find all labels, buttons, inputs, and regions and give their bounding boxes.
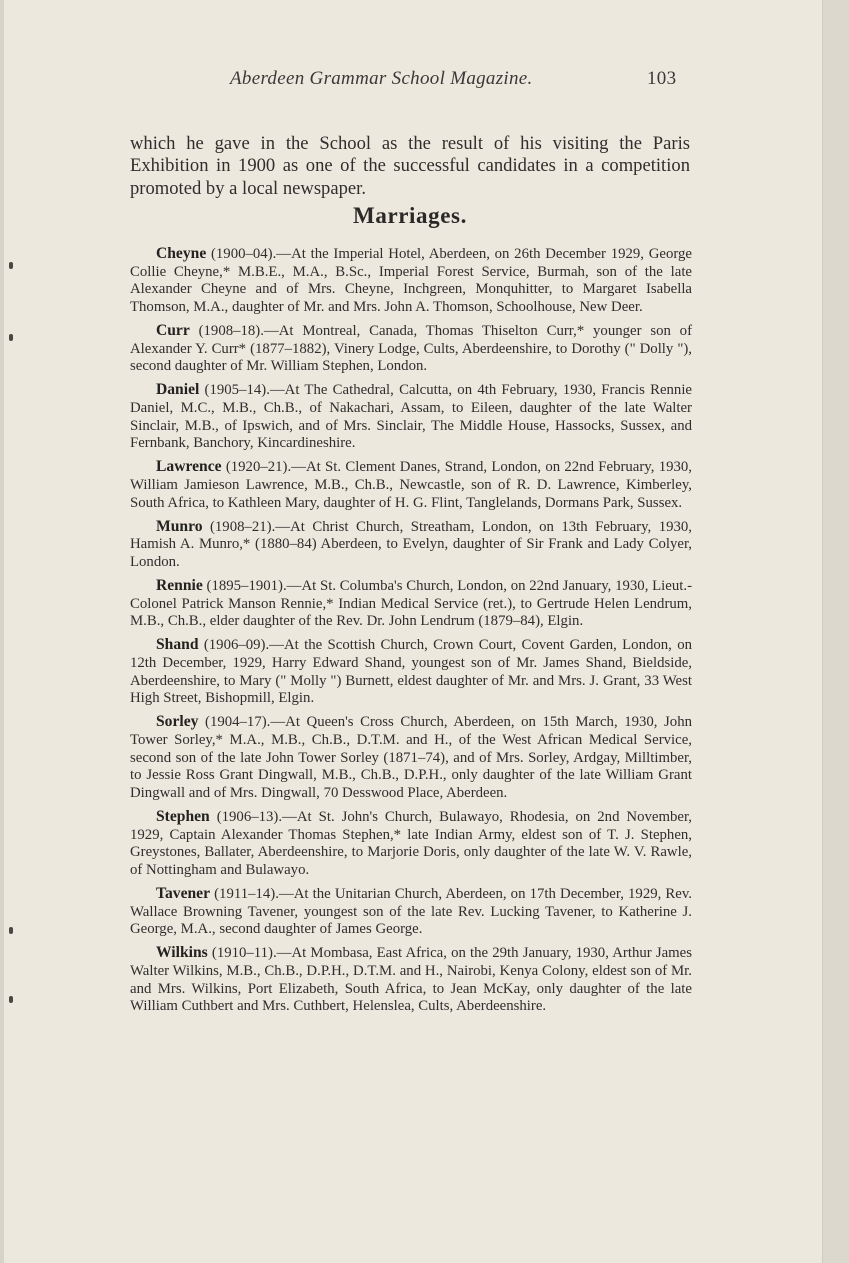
entry-text: (1895–1901).—At St. Columba's Church, London, on 22nd January, 1930, Lieut.-Colonel Patrick Manson Rennie,* Indian Medical Service (ret.), to Gertrude Helen Lendrum, M.B., Ch.B., elder daughter of the Rev. Dr. John Lendrum (1879–84), Elgin. bbox=[130, 578, 692, 630]
entry-text: (1904–17).—At Queen's Cross Church, Aberdeen, on 15th March, 1930, John Tower Sorley,* M.A., M.B., Ch.B., D.T.M. and H., of the West African Medical Service, second son of the late John Tower Sorley (1871–74), and of Mrs. Sorley, Ardgay, Milltimber, to Jessie Ross Grant Dingwall, M.B., Ch.B., D.P.H., only daughter of the late William Grant Dingwall and of Mrs. Dingwall, 70 Desswood Place, Aberdeen. bbox=[130, 714, 692, 801]
marriage-entry-shand bbox=[130, 636, 692, 707]
marriage-entry-munro bbox=[130, 518, 692, 572]
margin-bullet-mark bbox=[9, 927, 13, 934]
marriage-entry-rennie bbox=[130, 577, 692, 631]
entry-surname: Cheyne bbox=[156, 245, 207, 262]
entry-surname: Shand bbox=[156, 636, 199, 654]
entry-surname: Wilkins bbox=[156, 944, 208, 962]
margin-bullet-mark bbox=[9, 262, 13, 269]
marriage-entry-tavener bbox=[130, 885, 692, 939]
entry-surname: Lawrence bbox=[156, 458, 222, 476]
entry-surname: Munro bbox=[156, 517, 203, 535]
entry-surname: Curr bbox=[156, 321, 190, 339]
entry-surname: Sorley bbox=[156, 713, 199, 731]
entry-text: (1911–14).—At the Unitarian Church, Aberdeen, on 17th December, 1929, Rev. Wallace Browning Tavener, youngest son of the late Rev. Lucking Tavener, to Katherine J. George, M.A., second daughter of James George. bbox=[130, 885, 692, 938]
marriage-entry-curr bbox=[130, 322, 692, 376]
page-gutter-left bbox=[0, 0, 4, 1263]
marriage-entry-wilkins bbox=[130, 944, 692, 1015]
entry-surname: Rennie bbox=[156, 577, 203, 595]
entry-text: (1900–04).—At the Imperial Hotel, Aberdeen, on 26th December 1929, George Collie Cheyne,* M.B.E., M.A., B.Sc., Imperial Forest Service, Burmah, son of the late Alexander Cheyne and of Mrs. Cheyne, Inchgreen, Monquhitter, to Margaret Isabella Thomson, M.A., daughter of Mr. and Mrs. John A. Thomson, Schoolhouse, New Deer. bbox=[130, 246, 692, 315]
page-edge-right bbox=[822, 0, 849, 1263]
marriage-entry-lawrence bbox=[130, 458, 692, 512]
section-title: Marriages. bbox=[353, 203, 467, 228]
running-header bbox=[230, 68, 690, 96]
entry-text: (1920–21).—At St. Clement Danes, Strand, London, on 22nd February, 1930, William Jamieson Lawrence, M.B., Ch.B., Newcastle, son of R. D. Lawrence, Kimberley, South Africa, to Kathleen Mary, daughter of H. G. Flint, Tanglelands, Dormans Park, Sussex. bbox=[130, 459, 692, 511]
entry-surname: Daniel bbox=[156, 381, 200, 399]
entry-surname: Tavener bbox=[156, 884, 210, 902]
marriage-entry-stephen bbox=[130, 808, 692, 879]
marriage-entry-sorley bbox=[130, 713, 692, 802]
page-number: 103 bbox=[647, 68, 677, 89]
entry-text: (1906–13).—At St. John's Church, Bulawayo, Rhodesia, on 2nd November, 1929, Captain Alexander Thomas Stephen,* late Indian Army, eldest son of T. J. Stephen, Greystones, Ballater, Aberdeenshire, to Marjorie Doris, only daughter of the late W. V. Rawle, of Nottingham and Bulawayo. bbox=[130, 808, 692, 878]
intro-paragraph: which he gave in the School as the result of his visiting the Paris Exhibition in 1900 as one of the successful candidates in a competition promoted by a local newspaper. bbox=[130, 132, 690, 199]
marriage-entry-cheyne bbox=[130, 245, 692, 316]
entry-text: (1906–09).—At the Scottish Church, Crown Court, Covent Garden, London, on 12th December, 1929, Harry Edward Shand, youngest son of Mr. James Shand, Bieldside, Aberdeenshire, to Mary (" Molly ") Burnett, eldest daughter of Mr. and Mrs. J. Grant, 33 West High Street, Bishopmill, Elgin. bbox=[130, 637, 693, 707]
entry-text: (1908–18).—At Montreal, Canada, Thomas Thiselton Curr,* younger son of Alexander Y. Curr* (1877–1882), Vinery Lodge, Cults, Aberdeenshire, to Dorothy (" Dolly "), second daughter of Mr. William Stephen, London. bbox=[130, 322, 693, 375]
entry-surname: Stephen bbox=[156, 807, 210, 825]
margin-bullet-mark bbox=[9, 996, 13, 1003]
marriages-list bbox=[130, 245, 692, 1021]
entry-text: (1905–14).—At The Cathedral, Calcutta, on 4th February, 1930, Francis Rennie Daniel, M.C., M.B., Ch.B., of Nakachari, Assam, to Eileen, daughter of the late Walter Sinclair, M.B., of Ipswich, and of Mrs. Sinclair, The Middle House, Hassocks, Sussex, and Fernbank, Banchory, Kincardineshire. bbox=[130, 382, 692, 452]
marriage-entry-daniel bbox=[130, 381, 692, 452]
entry-text: (1910–11).—At Mombasa, East Africa, on the 29th January, 1930, Arthur James Walter Wilkins, M.B., Ch.B., D.P.H., D.T.M. and H., Nairobi, Kenya Colony, eldest son of Mr. and Mrs. Wilkins, Port Elizabeth, South Africa, to Jean McKay, only daughter of the late William Cuthbert and Mrs. Cuthbert, Helenslea, Cults, Aberdeenshire. bbox=[130, 945, 692, 1015]
running-title: Aberdeen Grammar School Magazine. bbox=[230, 68, 533, 89]
margin-bullet-mark bbox=[9, 334, 13, 341]
entry-text: (1908–21).—At Christ Church, Streatham, London, on 13th February, 1930, Hamish A. Munro,* (1880–84) Aberdeen, to Evelyn, daughter of Sir Frank and Lady Colyer, London. bbox=[130, 518, 692, 570]
